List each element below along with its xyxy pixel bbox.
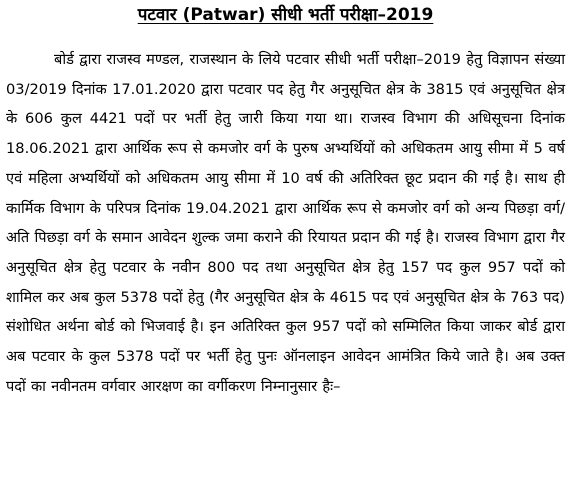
document-body-paragraph: बोर्ड द्वारा राजस्व मण्डल, राजस्थान के लिये पटवार सीधी भर्ती परीक्षा–2019 हेतु विज्ञापन संख्या 03/2019 दिनांक 17.01.2020 द्वारा पटवार पद हेतु गैर अनुसूचित क्षेत्र के 3815 एवं अनुसूचित क्षेत्र के 606 कुल 4421 पदों पर भर्ती हेतु जारी किया गया था। राजस्व विभाग की अधिसूचना दिनांक 18.06.2021 द्वारा आर्थिक रूप से कमजोर वर्ग के पुरुष अभ्यर्थियों को अधिकतम आयु सीमा में 5 वर्ष एवं महिला अभ्यर्थियों को अधिकतम आयु सीमा में 10 वर्ष की अतिरिक्त छूट प्रदान की गई है। साथ ही कार्मिक विभाग के परिपत्र दिनांक 19.04.2021 द्वारा आर्थिक रूप से कमजोर वर्ग को अन्य पिछड़ा वर्ग/अति पिछड़ा वर्ग के समान आवेदन शुल्क जमा कराने की रियायत प्रदान की गई है। राजस्व विभाग द्वारा गैर अनुसूचित क्षेत्र हेतु पटवार के नवीन 800 पद तथा अनुसूचित क्षेत्र हेतु 157 पद कुल 957 पदों को शामिल कर अब कुल 5378 पदों हेतु (गैर अनुसूचित क्षेत्र के 4615 पद एवं अनुसूचित क्षेत्र के 763 पद) संशोधित अर्थना बोर्ड को भिजवाई है। इन अतिरिक्त कुल 957 पदों को सम्मिलित किया जाकर बोर्ड द्वारा अब पटवार के कुल 5378 पदों पर भर्ती हेतु पुनः ऑनलाइन आवेदन आमंत्रित किये जाते है। अब उक्त पदों का नवीनतम वर्गवार आरक्षण का वर्गीकरण निम्नानुसार हैः– [6,51,565,395]
document-title: पटवार (Patwar) सीधी भर्ती परीक्षा–2019 [137,5,434,25]
